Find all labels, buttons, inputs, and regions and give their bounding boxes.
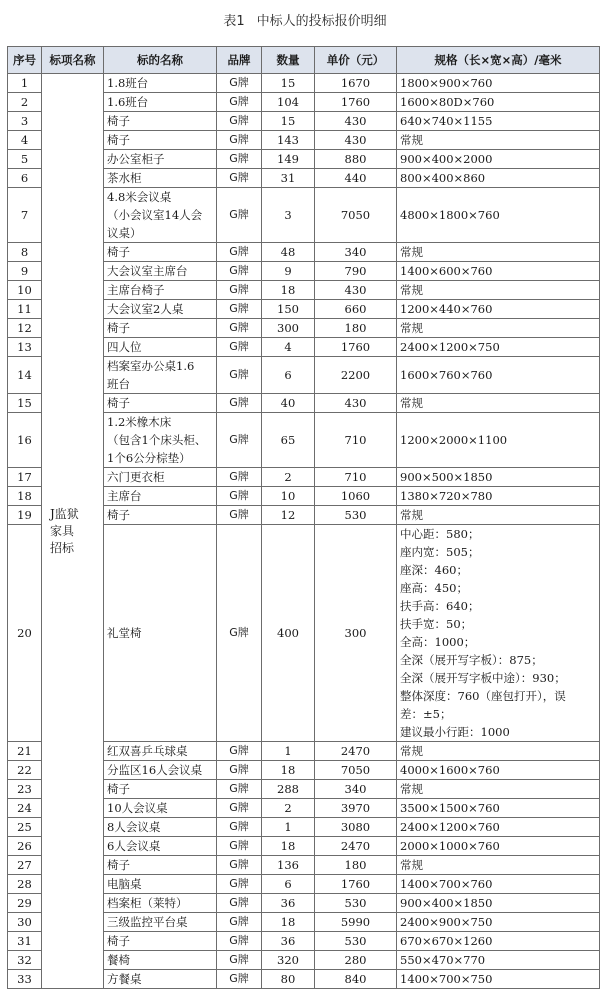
table-number: 表1 xyxy=(223,14,245,29)
unit-price-cell: 1760 xyxy=(315,338,397,357)
row-number-cell: 22 xyxy=(8,761,42,780)
spec-cell: 1200×2000×1100 xyxy=(397,413,600,468)
spec-cell: 常规 xyxy=(397,394,600,413)
row-number-cell: 25 xyxy=(8,818,42,837)
brand-cell: G牌 xyxy=(217,837,262,856)
item-name-cell: 茶水柜 xyxy=(104,169,217,188)
brand-cell: G牌 xyxy=(217,74,262,93)
spec-cell: 常规 xyxy=(397,856,600,875)
spec-cell: 常规 xyxy=(397,243,600,262)
item-name-cell: 椅子 xyxy=(104,243,217,262)
item-name-cell: 六门更衣柜 xyxy=(104,468,217,487)
spec-cell: 2400×900×750 xyxy=(397,913,600,932)
quantity-cell: 1 xyxy=(262,742,315,761)
quantity-cell: 288 xyxy=(262,780,315,799)
row-number-cell: 3 xyxy=(8,112,42,131)
quantity-cell: 2 xyxy=(262,468,315,487)
row-number-cell: 31 xyxy=(8,932,42,951)
row-number-cell: 23 xyxy=(8,780,42,799)
row-number-cell: 21 xyxy=(8,742,42,761)
item-name-cell: 椅子 xyxy=(104,319,217,338)
spec-cell: 3500×1500×760 xyxy=(397,799,600,818)
brand-cell: G牌 xyxy=(217,818,262,837)
bid-price-table xyxy=(7,46,600,989)
row-number-cell: 4 xyxy=(8,131,42,150)
header-brand: 品牌 xyxy=(217,47,262,74)
item-name-cell: 大会议室2人桌 xyxy=(104,300,217,319)
item-name-cell: 档案室办公桌1.6 班台 xyxy=(104,357,217,394)
header-quantity: 数量 xyxy=(262,47,315,74)
quantity-cell: 6 xyxy=(262,875,315,894)
item-name-cell: 4.8米会议桌 （小会议室14人会 议桌） xyxy=(104,188,217,243)
row-number-cell: 28 xyxy=(8,875,42,894)
quantity-cell: 65 xyxy=(262,413,315,468)
spec-cell: 550×470×770 xyxy=(397,951,600,970)
brand-cell: G牌 xyxy=(217,150,262,169)
item-name-cell: 电脑桌 xyxy=(104,875,217,894)
row-number-cell: 9 xyxy=(8,262,42,281)
spec-cell: 1400×600×760 xyxy=(397,262,600,281)
spec-cell: 900×400×2000 xyxy=(397,150,600,169)
unit-price-cell: 710 xyxy=(315,468,397,487)
item-name-cell: 办公室柜子 xyxy=(104,150,217,169)
quantity-cell: 48 xyxy=(262,243,315,262)
unit-price-cell: 7050 xyxy=(315,761,397,780)
quantity-cell: 6 xyxy=(262,357,315,394)
quantity-cell: 31 xyxy=(262,169,315,188)
unit-price-cell: 530 xyxy=(315,932,397,951)
unit-price-cell: 710 xyxy=(315,413,397,468)
item-name-cell: 四人位 xyxy=(104,338,217,357)
row-number-cell: 18 xyxy=(8,487,42,506)
item-name-cell: 椅子 xyxy=(104,506,217,525)
spec-cell: 1400×700×760 xyxy=(397,875,600,894)
spec-cell: 1600×760×760 xyxy=(397,357,600,394)
spec-cell: 1600×80D×760 xyxy=(397,93,600,112)
unit-price-cell: 840 xyxy=(315,970,397,989)
quantity-cell: 36 xyxy=(262,894,315,913)
spec-cell: 2400×1200×750 xyxy=(397,338,600,357)
header-unit-price: 单价（元） xyxy=(315,47,397,74)
row-number-cell: 8 xyxy=(8,243,42,262)
spec-cell: 1380×720×780 xyxy=(397,487,600,506)
quantity-cell: 150 xyxy=(262,300,315,319)
unit-price-cell: 2200 xyxy=(315,357,397,394)
unit-price-cell: 880 xyxy=(315,150,397,169)
item-name-cell: 红双喜乒乓球桌 xyxy=(104,742,217,761)
brand-cell: G牌 xyxy=(217,799,262,818)
spec-cell: 900×500×1850 xyxy=(397,468,600,487)
row-number-cell: 10 xyxy=(8,281,42,300)
item-name-cell: 1.6班台 xyxy=(104,93,217,112)
row-number-cell: 6 xyxy=(8,169,42,188)
spec-cell: 中心距：580； 座内宽：505； 座深：460； 座高：450； 扶手高：640； 扶手宽：50； 全高：1000； 全深（展开写字板）：875； 全深（展开写字板中途）：930； 整体深度：760（座包打开），误 差：±5； 建议最小行距：1000 xyxy=(397,525,600,742)
spec-cell: 常规 xyxy=(397,742,600,761)
item-name-cell: 主席台 xyxy=(104,487,217,506)
quantity-cell: 36 xyxy=(262,932,315,951)
brand-cell: G牌 xyxy=(217,894,262,913)
item-name-cell: 分监区16人会议桌 xyxy=(104,761,217,780)
unit-price-cell: 430 xyxy=(315,281,397,300)
quantity-cell: 18 xyxy=(262,761,315,780)
row-number-cell: 12 xyxy=(8,319,42,338)
project-name-cell: J监狱 家具 招标 xyxy=(42,74,104,989)
header-no: 序号 xyxy=(8,47,42,74)
brand-cell: G牌 xyxy=(217,875,262,894)
quantity-cell: 9 xyxy=(262,262,315,281)
item-name-cell: 大会议室主席台 xyxy=(104,262,217,281)
quantity-cell: 18 xyxy=(262,913,315,932)
quantity-cell: 104 xyxy=(262,93,315,112)
brand-cell: G牌 xyxy=(217,506,262,525)
quantity-cell: 80 xyxy=(262,970,315,989)
quantity-cell: 300 xyxy=(262,319,315,338)
brand-cell: G牌 xyxy=(217,780,262,799)
item-name-cell: 椅子 xyxy=(104,394,217,413)
unit-price-cell: 790 xyxy=(315,262,397,281)
brand-cell: G牌 xyxy=(217,319,262,338)
table-title: 中标人的投标报价明细 xyxy=(256,14,387,29)
row-number-cell: 16 xyxy=(8,413,42,468)
brand-cell: G牌 xyxy=(217,525,262,742)
quantity-cell: 4 xyxy=(262,338,315,357)
spec-cell: 800×400×860 xyxy=(397,169,600,188)
brand-cell: G牌 xyxy=(217,300,262,319)
brand-cell: G牌 xyxy=(217,169,262,188)
quantity-cell: 15 xyxy=(262,74,315,93)
unit-price-cell: 2470 xyxy=(315,837,397,856)
spec-cell: 常规 xyxy=(397,319,600,338)
brand-cell: G牌 xyxy=(217,93,262,112)
brand-cell: G牌 xyxy=(217,131,262,150)
row-number-cell: 26 xyxy=(8,837,42,856)
quantity-cell: 12 xyxy=(262,506,315,525)
quantity-cell: 15 xyxy=(262,112,315,131)
item-name-cell: 椅子 xyxy=(104,780,217,799)
quantity-cell: 136 xyxy=(262,856,315,875)
quantity-cell: 149 xyxy=(262,150,315,169)
spec-cell: 常规 xyxy=(397,780,600,799)
row-number-cell: 17 xyxy=(8,468,42,487)
spec-cell: 1200×440×760 xyxy=(397,300,600,319)
quantity-cell: 18 xyxy=(262,837,315,856)
item-name-cell: 餐椅 xyxy=(104,951,217,970)
spec-cell: 常规 xyxy=(397,506,600,525)
row-number-cell: 5 xyxy=(8,150,42,169)
row-number-cell: 19 xyxy=(8,506,42,525)
spec-cell: 1800×900×760 xyxy=(397,74,600,93)
quantity-cell: 1 xyxy=(262,818,315,837)
item-name-cell: 主席台椅子 xyxy=(104,281,217,300)
item-name-cell: 8人会议桌 xyxy=(104,818,217,837)
brand-cell: G牌 xyxy=(217,338,262,357)
unit-price-cell: 430 xyxy=(315,131,397,150)
row-number-cell: 27 xyxy=(8,856,42,875)
brand-cell: G牌 xyxy=(217,951,262,970)
unit-price-cell: 340 xyxy=(315,780,397,799)
brand-cell: G牌 xyxy=(217,262,262,281)
item-name-cell: 10人会议桌 xyxy=(104,799,217,818)
row-number-cell: 32 xyxy=(8,951,42,970)
unit-price-cell: 3080 xyxy=(315,818,397,837)
item-name-cell: 椅子 xyxy=(104,932,217,951)
spec-cell: 4800×1800×760 xyxy=(397,188,600,243)
row-number-cell: 13 xyxy=(8,338,42,357)
brand-cell: G牌 xyxy=(217,856,262,875)
unit-price-cell: 430 xyxy=(315,112,397,131)
quantity-cell: 10 xyxy=(262,487,315,506)
spec-cell: 2400×1200×760 xyxy=(397,818,600,837)
header-row xyxy=(8,47,600,74)
quantity-cell: 3 xyxy=(262,188,315,243)
unit-price-cell: 7050 xyxy=(315,188,397,243)
unit-price-cell: 340 xyxy=(315,243,397,262)
brand-cell: G牌 xyxy=(217,487,262,506)
brand-cell: G牌 xyxy=(217,932,262,951)
quantity-cell: 400 xyxy=(262,525,315,742)
unit-price-cell: 280 xyxy=(315,951,397,970)
item-name-cell: 礼堂椅 xyxy=(104,525,217,742)
table-row xyxy=(8,74,600,93)
header-project: 标项名称 xyxy=(42,47,104,74)
item-name-cell: 档案柜（莱特） xyxy=(104,894,217,913)
row-number-cell: 15 xyxy=(8,394,42,413)
item-name-cell: 方餐桌 xyxy=(104,970,217,989)
spec-cell: 2000×1000×760 xyxy=(397,837,600,856)
unit-price-cell: 660 xyxy=(315,300,397,319)
spec-cell: 4000×1600×760 xyxy=(397,761,600,780)
header-item-name: 标的名称 xyxy=(104,47,217,74)
item-name-cell: 1.8班台 xyxy=(104,74,217,93)
unit-price-cell: 1670 xyxy=(315,74,397,93)
quantity-cell: 40 xyxy=(262,394,315,413)
brand-cell: G牌 xyxy=(217,468,262,487)
table-body xyxy=(8,74,600,989)
unit-price-cell: 1060 xyxy=(315,487,397,506)
unit-price-cell: 300 xyxy=(315,525,397,742)
row-number-cell: 33 xyxy=(8,970,42,989)
unit-price-cell: 430 xyxy=(315,394,397,413)
item-name-cell: 三级监控平台桌 xyxy=(104,913,217,932)
item-name-cell: 椅子 xyxy=(104,112,217,131)
brand-cell: G牌 xyxy=(217,761,262,780)
row-number-cell: 20 xyxy=(8,525,42,742)
spec-cell: 900×400×1850 xyxy=(397,894,600,913)
unit-price-cell: 3970 xyxy=(315,799,397,818)
brand-cell: G牌 xyxy=(217,357,262,394)
quantity-cell: 143 xyxy=(262,131,315,150)
unit-price-cell: 530 xyxy=(315,506,397,525)
row-number-cell: 29 xyxy=(8,894,42,913)
item-name-cell: 1.2米橡木床 （包含1个床头柜、 1个6公分棕垫） xyxy=(104,413,217,468)
row-number-cell: 7 xyxy=(8,188,42,243)
brand-cell: G牌 xyxy=(217,243,262,262)
brand-cell: G牌 xyxy=(217,112,262,131)
brand-cell: G牌 xyxy=(217,742,262,761)
item-name-cell: 6人会议桌 xyxy=(104,837,217,856)
unit-price-cell: 180 xyxy=(315,856,397,875)
quantity-cell: 2 xyxy=(262,799,315,818)
brand-cell: G牌 xyxy=(217,188,262,243)
item-name-cell: 椅子 xyxy=(104,131,217,150)
quantity-cell: 320 xyxy=(262,951,315,970)
row-number-cell: 11 xyxy=(8,300,42,319)
unit-price-cell: 530 xyxy=(315,894,397,913)
spec-cell: 常规 xyxy=(397,131,600,150)
row-number-cell: 2 xyxy=(8,93,42,112)
brand-cell: G牌 xyxy=(217,970,262,989)
spec-cell: 640×740×1155 xyxy=(397,112,600,131)
brand-cell: G牌 xyxy=(217,913,262,932)
header-spec: 规格（长×宽×高）/毫米 xyxy=(397,47,600,74)
row-number-cell: 30 xyxy=(8,913,42,932)
unit-price-cell: 180 xyxy=(315,319,397,338)
brand-cell: G牌 xyxy=(217,394,262,413)
unit-price-cell: 2470 xyxy=(315,742,397,761)
unit-price-cell: 5990 xyxy=(315,913,397,932)
quantity-cell: 18 xyxy=(262,281,315,300)
brand-cell: G牌 xyxy=(217,281,262,300)
table-caption xyxy=(0,10,610,29)
unit-price-cell: 1760 xyxy=(315,875,397,894)
unit-price-cell: 1760 xyxy=(315,93,397,112)
spec-cell: 1400×700×750 xyxy=(397,970,600,989)
row-number-cell: 24 xyxy=(8,799,42,818)
item-name-cell: 椅子 xyxy=(104,856,217,875)
spec-cell: 670×670×1260 xyxy=(397,932,600,951)
brand-cell: G牌 xyxy=(217,413,262,468)
unit-price-cell: 440 xyxy=(315,169,397,188)
row-number-cell: 1 xyxy=(8,74,42,93)
spec-cell: 常规 xyxy=(397,281,600,300)
row-number-cell: 14 xyxy=(8,357,42,394)
